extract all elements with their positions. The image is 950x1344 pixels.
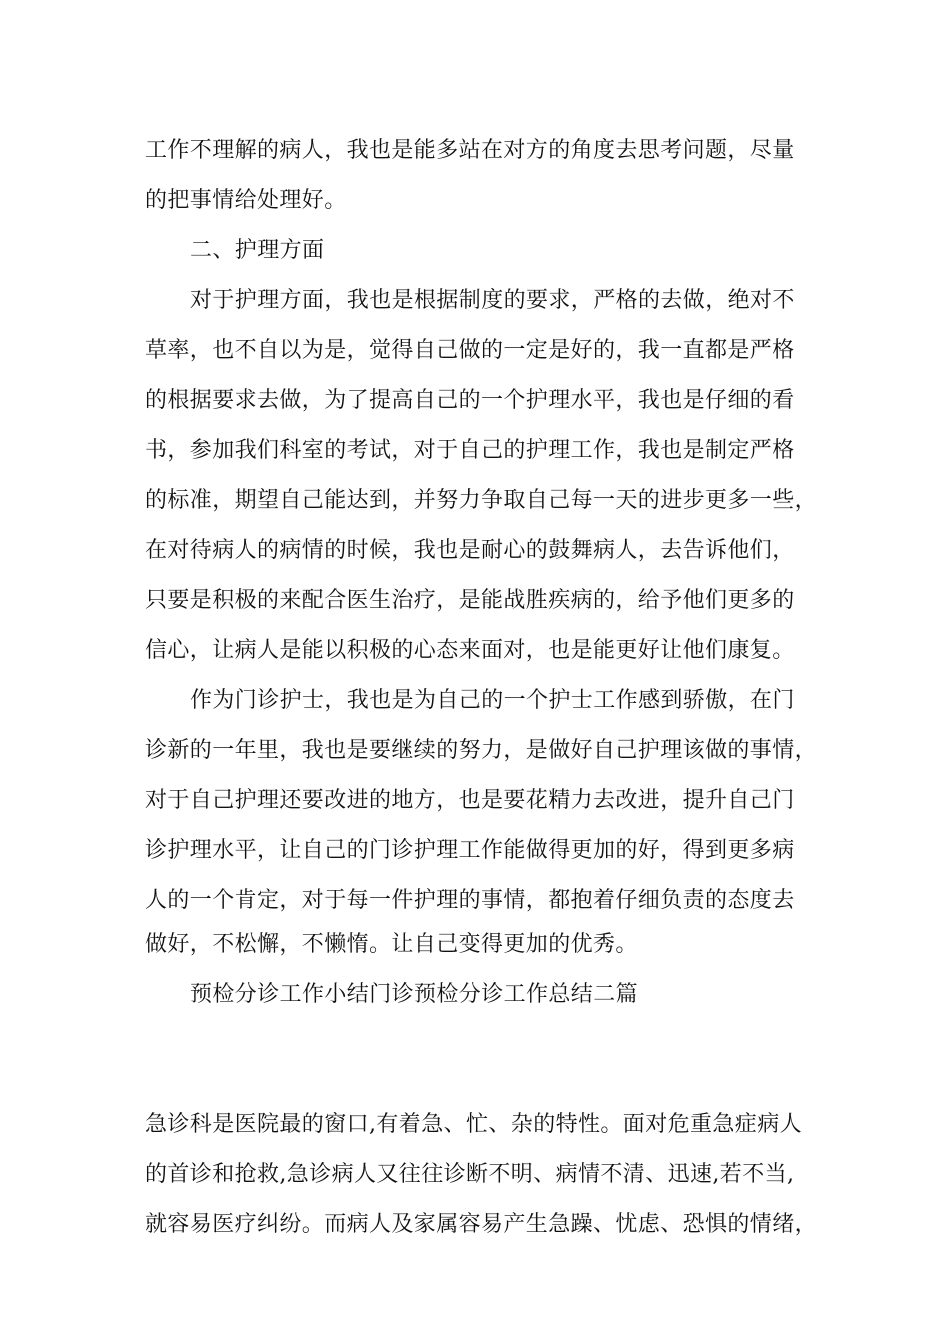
text-line-17: 做好，不松懈，不懒惰。让自己变得更加的优秀。 [145, 932, 638, 957]
text-line-21: 就容易医疗纠纷。而病人及家属容易产生急躁、忧虑、恐惧的情绪， [145, 1212, 818, 1237]
text-line-20: 的首诊和抢救,急诊病人又往往诊断不明、病情不清、迅速,若不当, [145, 1162, 795, 1187]
text-line-8: 的标准，期望自己能达到，并努力争取自己每一天的进步更多一些， [145, 488, 818, 513]
text-line-1: 工作不理解的病人，我也是能多站在对方的角度去思考问题，尽量 [145, 138, 795, 163]
text-line-9: 在对待病人的病情的时候，我也是耐心的鼓舞病人，去告诉他们， [145, 538, 795, 563]
article-title: 预检分诊工作小结门诊预检分诊工作总结二篇 [190, 982, 639, 1007]
text-line-14: 对于自己护理还要改进的地方，也是要花精力去改进，提升自己门 [145, 788, 795, 813]
text-line-13: 诊新的一年里，我也是要继续的努力，是做好自己护理该做的事情， [145, 738, 818, 763]
text-line-5: 草率，也不自以为是，觉得自己做的一定是好的，我一直都是严格 [145, 338, 795, 363]
text-line-11: 信心，让病人是能以积极的心态来面对，也是能更好让他们康复。 [145, 638, 795, 663]
text-line-19: 急诊科是医院最的窗口,有着急、忙、杂的特性。面对危重急症病人 [145, 1112, 802, 1137]
text-line-10: 只要是积极的来配合医生治疗，是能战胜疾病的，给予他们更多的 [145, 588, 795, 613]
text-line-6: 的根据要求去做，为了提高自己的一个护理水平，我也是仔细的看 [145, 388, 795, 413]
text-line-12: 作为门诊护士，我也是为自己的一个护士工作感到骄傲，在门 [190, 688, 795, 713]
text-line-7: 书，参加我们科室的考试，对于自己的护理工作，我也是制定严格 [145, 438, 795, 463]
text-line-4: 对于护理方面，我也是根据制度的要求，严格的去做，绝对不 [190, 288, 795, 313]
text-line-16: 人的一个肯定，对于每一件护理的事情，都抱着仔细负责的态度去 [145, 888, 795, 913]
section-heading: 二、护理方面 [190, 238, 325, 263]
text-line-15: 诊护理水平，让自己的门诊护理工作能做得更加的好，得到更多病 [145, 838, 795, 863]
text-line-2: 的把事情给处理好。 [145, 188, 347, 213]
